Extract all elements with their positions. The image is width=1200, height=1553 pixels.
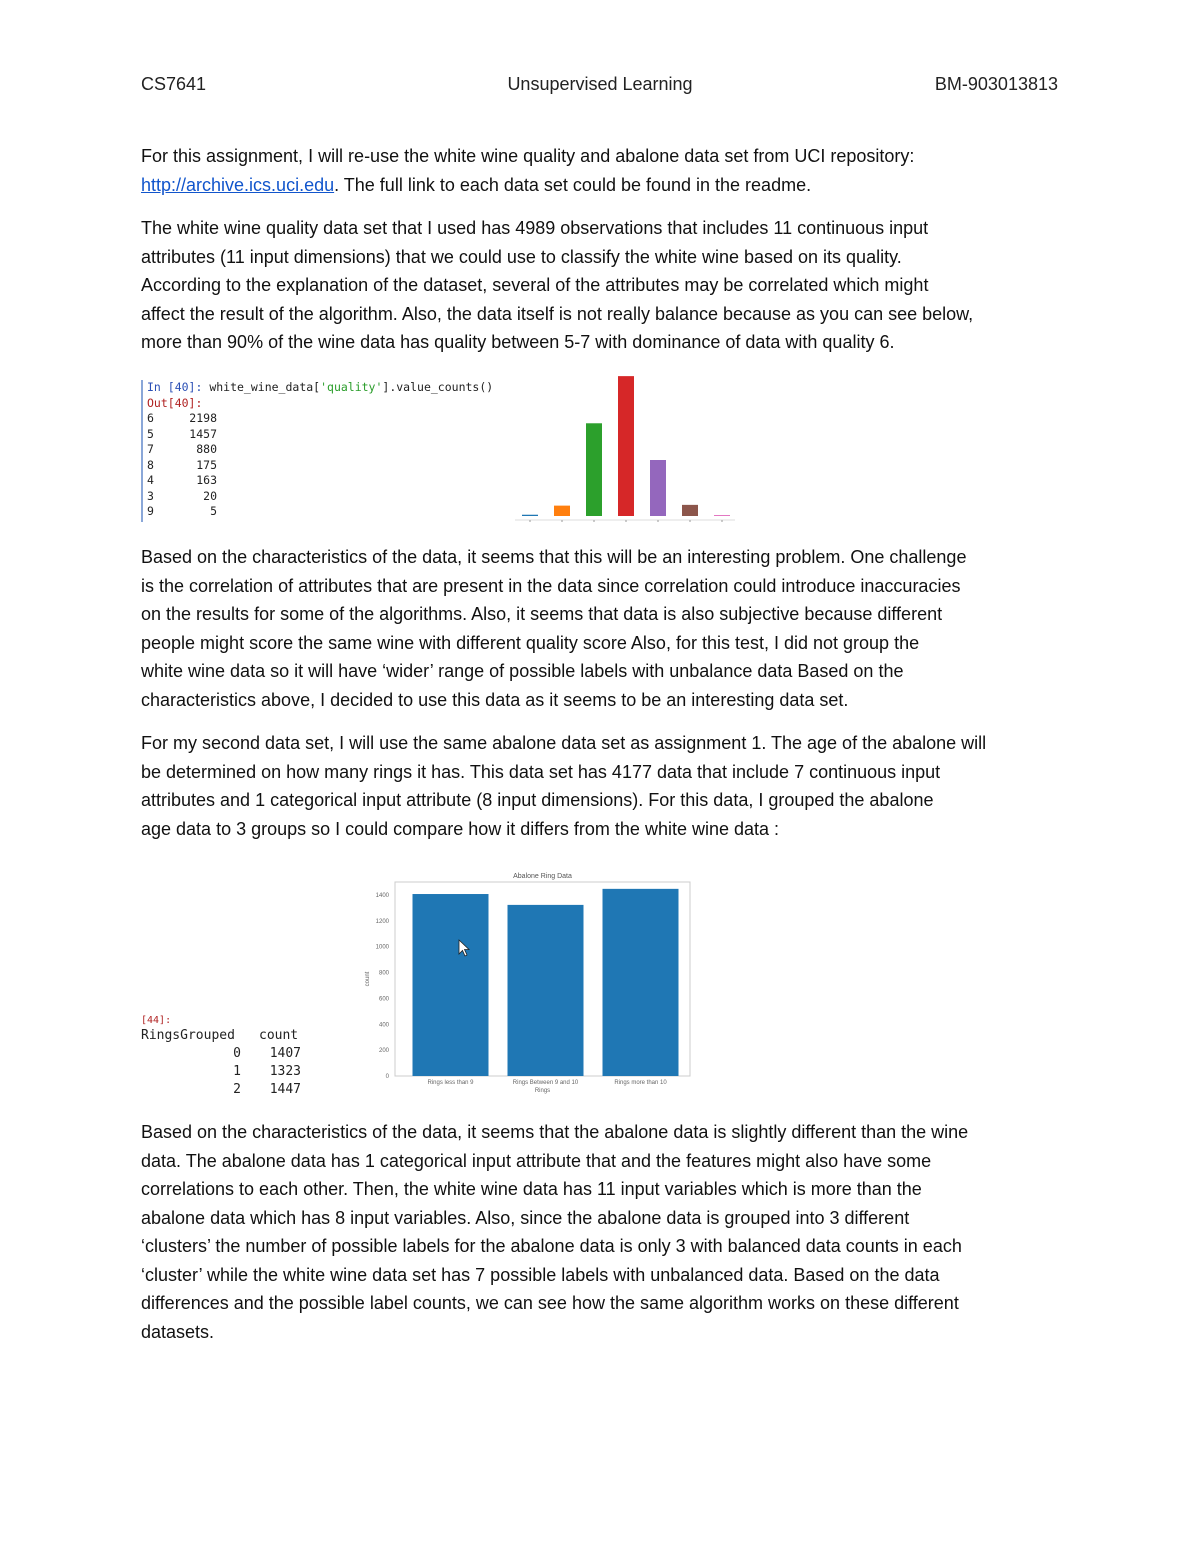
bar-quality-8: [682, 505, 698, 516]
y-tick-label: 600: [378, 996, 389, 1003]
out-prompt: Out[40]:: [147, 395, 203, 410]
compare-line: differences and the possible label counts, we can see how the same algorithm works on these different: [141, 1293, 959, 1313]
wine-value-counts-output: [141, 380, 527, 522]
challenge-line: on the results for some of the algorithms. Also, it seems that data is also subjective because different: [141, 604, 943, 624]
x-tick-label: Rings less than 9: [427, 1080, 474, 1086]
code-row: 2 1447: [233, 1082, 301, 1097]
bar-quality-6: [618, 376, 634, 516]
abalone-paragraph: [141, 729, 1071, 843]
header-id: BM-903013813: [934, 74, 1058, 94]
abalone-line: attributes and 1 categorical input attribute (8 input dimensions). For this data, I grouped the abalone: [141, 790, 934, 810]
wine-line: affect the result of the algorithm. Also, the data itself is not really balance because as you can see below,: [141, 303, 974, 324]
bar-1: [508, 905, 584, 1076]
bar-0: [413, 894, 489, 1076]
compare-line: ‘clusters’ the number of possible labels for the abalone data is only 3 with balanced data counts in each: [141, 1236, 962, 1256]
bar-quality-9: [714, 515, 730, 516]
challenge-line: Based on the characteristics of the data, it seems that this will be an interesting problem. One challenge: [141, 547, 967, 567]
challenge-line: white wine data so it will have ‘wider’ range of possible labels with unbalance data Based on the: [141, 661, 904, 681]
bar-2: [603, 889, 679, 1076]
abalone-line: age data to 3 groups so I could compare how it differs from the white wine data :: [141, 818, 780, 839]
wine-line: According to the explanation of the dataset, several of the attributes may be correlated which might: [141, 275, 929, 295]
code-input-line: [147, 380, 527, 396]
code-row: 6 2198: [147, 411, 217, 425]
x-axis-label: Rings: [534, 1088, 551, 1094]
header-title: Unsupervised Learning: [507, 74, 693, 94]
challenge-paragraph: [141, 543, 1071, 714]
abalone-grouped-output: [141, 1015, 301, 1099]
bar-quality-7: [650, 460, 666, 516]
code-row: 4 163: [147, 473, 217, 487]
y-tick-label: 1400: [375, 892, 389, 899]
wine-line: more than 90% of the wine data has quality between 5-7 with dominance of data with quality 6.: [141, 332, 895, 352]
y-tick-label: 200: [378, 1048, 389, 1055]
wine-line: attributes (11 input dimensions) that we could use to classify the white wine based on its quality.: [141, 246, 902, 267]
intro-line-rest: . The full link to each data set could be found in the readme.: [334, 174, 812, 195]
chart-title: Abalone Ring Data: [513, 873, 572, 880]
challenge-line: is the correlation of attributes that are present in the data since correlation could introduce inaccuracies: [141, 575, 961, 596]
wine-paragraph: [141, 214, 1071, 357]
y-tick-label: 1200: [375, 918, 389, 925]
code-row: 5 1457: [147, 426, 217, 441]
bar-quality-5: [586, 423, 602, 516]
compare-line: abalone data which has 8 input variables. Also, since the abalone data is grouped into 3 different: [141, 1207, 910, 1228]
intro-paragraph: [141, 142, 1071, 199]
code-row: 1 1323: [233, 1064, 301, 1079]
abalone-rings-chart: [355, 868, 700, 1098]
x-tick-label: Rings Between 9 and 10: [512, 1080, 579, 1086]
in-prompt: In [40]:: [147, 380, 203, 394]
compare-line: correlations to each other. Then, the white wine data has 11 input variables which is more than the: [141, 1179, 922, 1199]
bar-quality-3: [522, 515, 538, 516]
code-row: 9 5: [147, 504, 217, 518]
code-row: 0 1407: [233, 1046, 301, 1061]
y-tick-label: 800: [378, 970, 389, 977]
compare-paragraph: [141, 1118, 1071, 1346]
out-prompt: [44]:: [141, 1015, 172, 1026]
compare-line: data. The abalone data has 1 categorical input attribute that and the features might also have some: [141, 1150, 932, 1171]
y-tick-label: 0: [385, 1074, 389, 1080]
code-header-row: RingsGrouped count: [141, 1028, 299, 1043]
intro-line: [141, 171, 1071, 200]
intro-line: For this assignment, I will re-use the white wine quality and abalone data set from UCI repository:: [141, 146, 915, 166]
wine-line: The white wine quality data set that I used has 4989 observations that includes 11 continuous input: [141, 218, 929, 238]
code-command-suffix: ].value_counts(): [382, 380, 494, 394]
code-row: 3 20: [147, 488, 217, 503]
y-axis-label: count: [365, 971, 371, 987]
x-tick-label: Rings more than 10: [614, 1080, 667, 1086]
uci-link[interactable]: http://archive.ics.uci.edu: [141, 174, 335, 195]
wine-quality-chart: [510, 368, 740, 524]
compare-line: ‘cluster’ while the white wine data set has 7 possible labels with unbalanced data. Based on the data: [141, 1264, 940, 1285]
abalone-line: be determined on how many rings it has. This data set has 4177 data that include 7 continuous input: [141, 761, 941, 782]
code-row: 7 880: [147, 442, 217, 456]
challenge-line: people might score the same wine with different quality score Also, for this test, I did not group the: [141, 632, 920, 653]
compare-line: datasets.: [141, 1321, 215, 1342]
bar-quality-4: [554, 506, 570, 516]
header-course: CS7641: [141, 74, 207, 94]
abalone-line: For my second data set, I will use the same abalone data set as assignment 1. The age of the abalone will: [141, 733, 987, 753]
code-command-string: 'quality': [320, 380, 383, 394]
compare-line: Based on the characteristics of the data, it seems that the abalone data is slightly different than the wine: [141, 1122, 969, 1142]
code-command-prefix: white_wine_data[: [202, 380, 321, 394]
y-tick-label: 1000: [375, 944, 389, 951]
y-tick-label: 400: [378, 1022, 389, 1029]
challenge-line: characteristics above, I decided to use this data as it seems to be an interesting data set.: [141, 689, 849, 710]
code-row: 8 175: [147, 457, 217, 472]
